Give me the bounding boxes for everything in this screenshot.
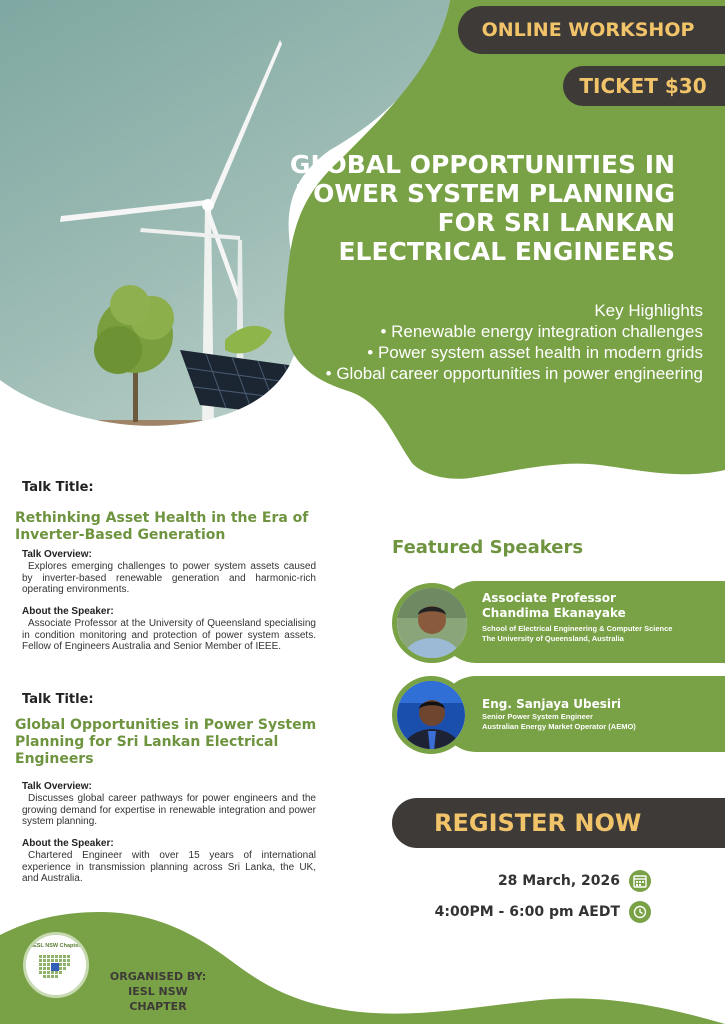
speaker-2-avatar-icon xyxy=(397,681,467,751)
speaker-1-title-line: Associate Professor xyxy=(482,591,616,605)
speaker-1-avatar-icon xyxy=(397,588,467,658)
event-type-badge: ONLINE WORKSHOP xyxy=(458,6,725,54)
talk-1-title: Rethinking Asset Health in the Era of Inverter-Based Generation xyxy=(15,510,309,543)
event-time: 4:00PM - 6:00 pm AEDT xyxy=(434,904,620,920)
talk-2-speaker-bio: Chartered Engineer with over 15 years of international experience in transmission planning across Sri Lanka, the UK, and Australia. xyxy=(22,850,316,884)
talk-2-speaker-heading: About the Speaker: xyxy=(22,838,114,849)
talk-2-title: Global Opportunities in Power System Planning for Sri Lankan Electrical Engineers xyxy=(15,717,317,767)
speaker-2-affiliation xyxy=(482,712,692,732)
ticket-price-badge: TICKET $30 xyxy=(563,66,725,106)
iesl-nsw-logo xyxy=(23,932,89,998)
speaker-1-photo xyxy=(392,583,472,663)
calendar-icon xyxy=(629,870,651,892)
nsw-map-icon xyxy=(26,935,86,995)
highlight-item: • Renewable energy integration challenges xyxy=(380,322,703,341)
event-title: GLOBAL OPPORTUNITIES IN POWER SYSTEM PLANNING FOR SRI LANKAN ELECTRICAL ENGINEERS xyxy=(289,150,675,266)
talk-2-label: Talk Title: xyxy=(22,692,94,707)
highlights-heading: Key Highlights xyxy=(594,301,703,320)
organised-by-label: ORGANISED BY: xyxy=(109,970,207,983)
speaker-1-university: The University of Queensland, Australia xyxy=(482,634,624,643)
event-date: 28 March, 2026 xyxy=(497,873,620,889)
organiser-block xyxy=(98,969,218,1014)
organiser-name: IESL NSW CHAPTER xyxy=(128,985,188,1013)
highlight-item: • Global career opportunities in power engineering xyxy=(325,364,703,383)
highlight-item: • Power system asset health in modern grids xyxy=(367,343,703,362)
talk-2-overview-heading: Talk Overview: xyxy=(22,781,92,792)
speaker-1-name xyxy=(482,591,626,621)
clock-icon xyxy=(629,901,651,923)
talk-1-speaker-heading: About the Speaker: xyxy=(22,606,114,617)
featured-speakers-heading: Featured Speakers xyxy=(392,537,584,558)
logo-text: IESL NSW Chapter xyxy=(31,943,81,949)
talk-1-label: Talk Title: xyxy=(22,480,94,495)
speaker-1-school: School of Electrical Engineering & Computer Science xyxy=(482,624,673,633)
key-highlights xyxy=(303,300,703,384)
talk-1-speaker-bio: Associate Professor at the University of Queensland specialising in condition monitoring and protection of power system assets. Fellow of Engineers Australia and Senior Member of IEEE. xyxy=(22,618,316,652)
speaker-2-name: Eng. Sanjaya Ubesiri xyxy=(482,697,622,711)
speaker-1-name-line: Chandima Ekanayake xyxy=(482,606,626,620)
register-now-button[interactable]: REGISTER NOW xyxy=(392,798,725,848)
speaker-2-role: Senior Power System Engineer xyxy=(482,712,593,721)
talk-1-overview-heading: Talk Overview: xyxy=(22,549,92,560)
talk-2-overview: Discusses global career pathways for power engineers and the growing demand for expertise in renewable integration and power system planning. xyxy=(22,793,316,827)
speaker-2-photo xyxy=(392,676,470,754)
speaker-1-affiliation xyxy=(482,624,692,644)
speaker-2-org: Australian Energy Market Operator (AEMO) xyxy=(482,722,636,731)
talk-1-overview: Explores emerging challenges to power system assets caused by inverter-based renewable generation and harmonic-rich operating environments. xyxy=(22,561,316,595)
